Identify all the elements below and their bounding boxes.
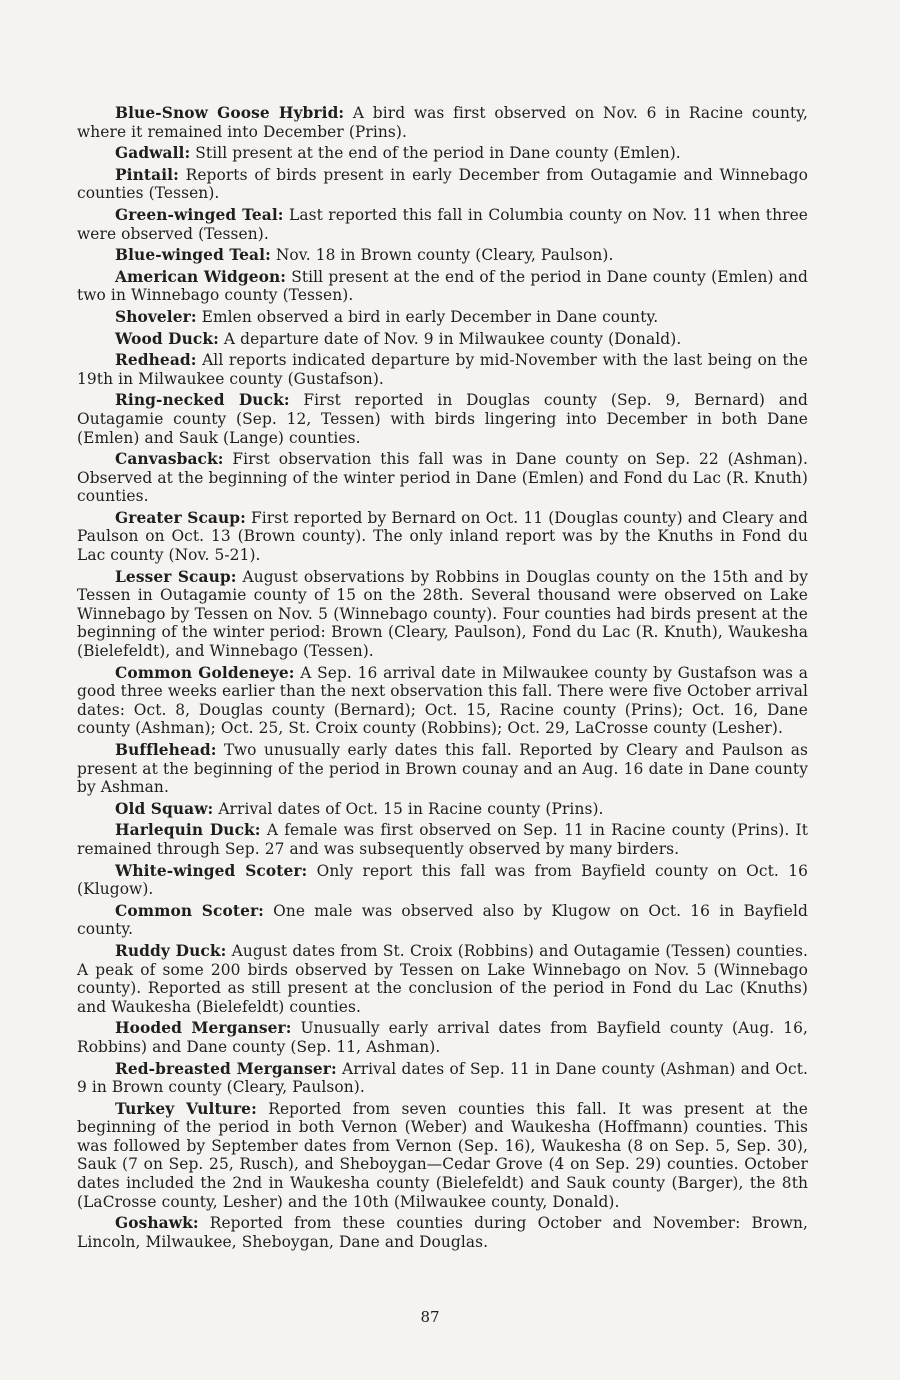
species-note: Still present at the end of the period in Dane county (Emlen). [190, 144, 681, 163]
species-name: Ruddy Duck: [115, 941, 227, 960]
species-name: Common Goldeneye: [115, 663, 295, 682]
species-name: Green-winged Teal: [115, 205, 284, 224]
species-note: Nov. 18 in Brown county (Cleary, Paulson). [270, 246, 614, 265]
species-note: Arrival dates of Oct. 15 in Racine county (Prins). [213, 799, 604, 818]
species-entry [77, 104, 808, 141]
species-entry [77, 509, 808, 565]
species-name: Ring-necked Duck: [115, 391, 290, 410]
species-note: Reports of birds present in early December from Outagamie and Winnebago counties (Tessen). [77, 165, 808, 203]
species-entry [77, 144, 808, 163]
species-name: Lesser Scaup: [115, 567, 237, 586]
species-name: Shoveler: [115, 307, 197, 326]
species-name: Common Scoter: [115, 901, 264, 920]
species-name: Harlequin Duck: [115, 821, 261, 840]
species-name: Red-breasted Merganser: [115, 1059, 337, 1078]
species-entry [77, 1100, 808, 1212]
species-entry [77, 1019, 808, 1056]
species-note: Last reported this fall in Columbia county on Nov. 11 when three were observed (Tessen). [77, 205, 808, 243]
species-entry [77, 800, 808, 819]
species-entry [77, 568, 808, 661]
species-note: First reported by Bernard on Oct. 11 (Douglas county) and Cleary and Paulson on Oct. 13 (Brown county). The only inland report was by the Knuths in Fond du Lac county (Nov. 5-21). [77, 508, 808, 565]
page-number: 87 [420, 1308, 440, 1326]
species-entry [77, 741, 808, 797]
species-entry [77, 308, 808, 327]
species-name: Old Squaw: [115, 799, 214, 818]
species-entry [77, 268, 808, 305]
species-note: Still present at the end of the period in Dane county (Emlen) and two in Winnebago county (Tessen). [77, 267, 808, 305]
species-note: First reported in Douglas county (Sep. 9, Bernard) and Outagamie county (Sep. 12, Tessen) with birds lingering into December in both Dane (Emlen) and Sauk (Lange) counties. [77, 391, 808, 447]
species-name: Turkey Vulture: [115, 1099, 257, 1118]
species-name: Greater Scaup: [115, 508, 246, 527]
species-note: August dates from St. Croix (Robbins) and Outagamie (Tessen) counties. A peak of some 200 birds observed by Tessen on Lake Winnebago on Nov. 5 (Winnebago county). Reported as still present at the conclusion of the period in Fond du Lac (Knuths) and Waukesha (Bielefeldt) counties. [77, 941, 808, 1016]
species-entry [77, 246, 808, 265]
species-entry [77, 450, 808, 506]
species-name: Goshawk: [115, 1214, 199, 1233]
species-entry [77, 391, 808, 447]
species-note: Arrival dates of Sep. 11 in Dane county (Ashman) and Oct. 9 in Brown county (Cleary, Paulson). [77, 1059, 808, 1097]
species-entry [77, 862, 808, 899]
species-name: Redhead: [115, 351, 197, 370]
species-note: A departure date of Nov. 9 in Milwaukee county (Donald). [218, 329, 682, 348]
species-entry [77, 166, 808, 203]
species-entry [77, 351, 808, 388]
species-note: Unusually early arrival dates from Bayfield county (Aug. 16, Robbins) and Dane county (Sep. 11, Ashman). [77, 1019, 808, 1056]
species-note: Emlen observed a bird in early December in Dane county. [196, 307, 659, 326]
species-note: A bird was first observed on Nov. 6 in Racine county, where it remained into December (Prins). [77, 104, 808, 141]
species-name: Canvasback: [115, 450, 224, 469]
species-note: Two unusually early dates this fall. Reported by Cleary and Paulson as present at the beginning of the period in Brown counay and an Aug. 16 date in Dane county by Ashman. [77, 741, 808, 797]
species-name: Blue-winged Teal: [115, 246, 271, 265]
species-name: Wood Duck: [115, 329, 219, 348]
species-note: Reported from these counties during October and November: Brown, Lincoln, Milwaukee, Sheboygan, Dane and Douglas. [77, 1214, 808, 1251]
species-entry [77, 902, 808, 939]
species-entries [77, 104, 808, 1251]
species-note: First observation this fall was in Dane county on Sep. 22 (Ashman). Observed at the beginning of the winter period in Dane (Emlen) and Fond du Lac (R. Knuth) counties. [77, 450, 808, 506]
species-entry [77, 330, 808, 349]
species-note: Only report this fall was from Bayfield county on Oct. 16 (Klugow). [77, 861, 808, 899]
species-entry [77, 942, 808, 1016]
species-name: Gadwall: [115, 144, 191, 163]
species-note: One male was observed also by Klugow on Oct. 16 in Bayfield county. [77, 901, 808, 939]
species-name: Hooded Merganser: [115, 1019, 292, 1038]
species-entry [77, 821, 808, 858]
species-name: Bufflehead: [115, 741, 217, 759]
species-name: Pintail: [115, 165, 179, 184]
species-entry [77, 206, 808, 243]
species-note: All reports indicated departure by mid-November with the last being on the 19th in Milwaukee county (Gustafson). [77, 351, 808, 388]
species-entry [77, 1214, 808, 1251]
species-name: American Widgeon: [115, 267, 287, 286]
species-note: Reported from seven counties this fall. It was present at the beginning of the period in both Vernon (Weber) and Waukesha (Hoffmann) counties. This was followed by September dates from Vernon (Sep. 16), Waukesha (8 on Sep. 5, Sep. 30), Sauk (7 on Sep. 25, Rusch), and Sheboygan—Cedar Grove (4 on Sep. 29) counties. October dates included the 2nd in Waukesha county (Bielefeldt) and Sauk county (Barger), the 8th (LaCrosse county, Lesher) and the 10th (Milwaukee county, Donald). [77, 1099, 809, 1211]
species-note: August observations by Robbins in Douglas county on the 15th and by Tessen in Outagamie county of 15 on the 28th. Several thousand were observed on Lake Winnebago by Tessen on Nov. 5 (Winnebago county). Four counties had birds present at the beginning of the winter period: Brown (Cleary, Paulson), Fond du Lac (R. Knuth), Waukesha (Bielefeldt), and Winnebago (Tessen). [77, 567, 808, 661]
species-note: A Sep. 16 arrival date in Milwaukee county by Gustafson was a good three weeks earlier than the next observation this fall. There were five October arrival dates: Oct. 8, Douglas county (Bernard); Oct. 15, Racine county (Prins); Oct. 16, Dane county (Ashman); Oct. 25, St. Croix county (Robbins); Oct. 29, LaCrosse county (Lesher). [77, 663, 808, 738]
species-entry [77, 664, 808, 738]
species-name: White-winged Scoter: [115, 861, 308, 880]
species-note: A female was first observed on Sep. 11 in Racine county (Prins). It remained through Sep. 27 and was subsequently observed by many birders. [77, 821, 809, 858]
species-entry [77, 1060, 808, 1097]
species-name: Blue-Snow Goose Hybrid: [115, 104, 345, 122]
